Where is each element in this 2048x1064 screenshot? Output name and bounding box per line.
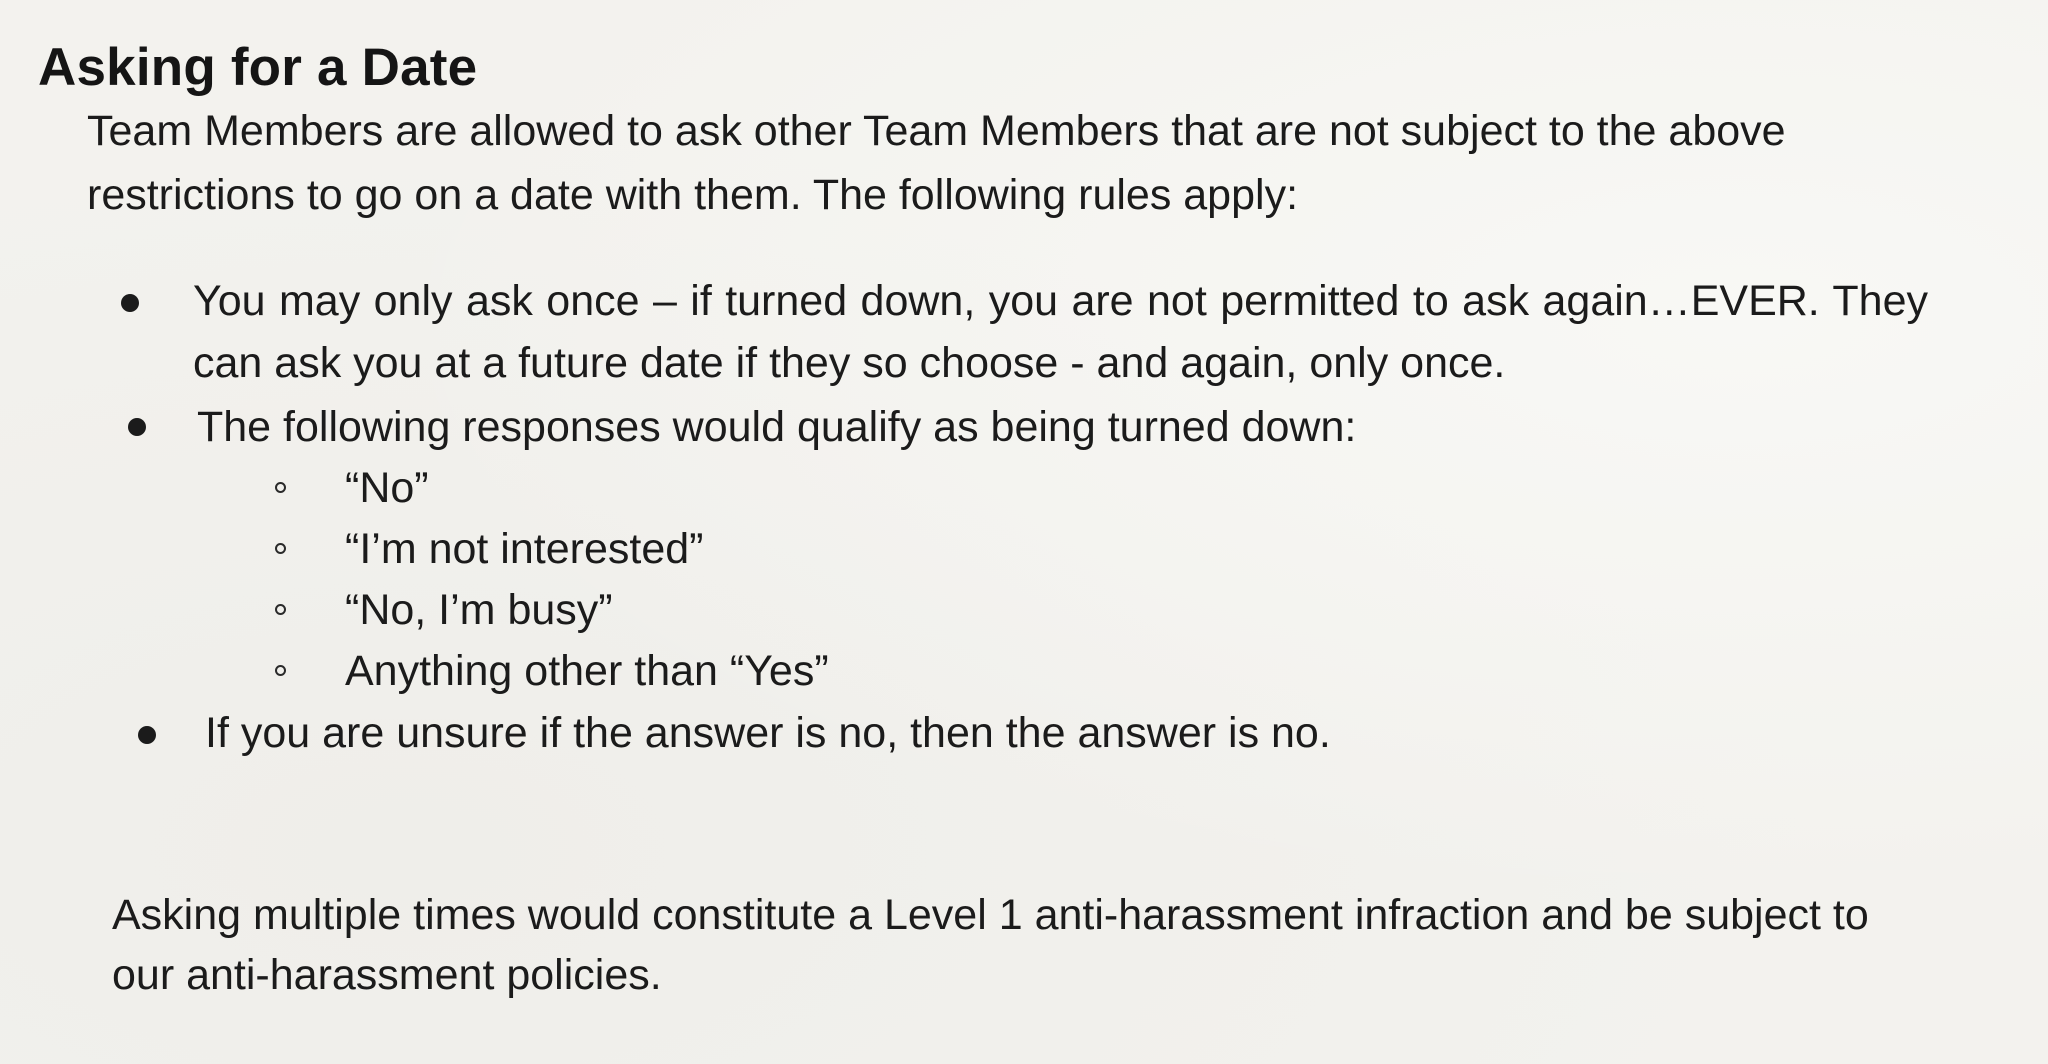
sub-rule-text: Anything other than “Yes” bbox=[345, 647, 829, 695]
sub-rule-item bbox=[0, 580, 2048, 641]
rule-item-turned-down-responses bbox=[0, 396, 2048, 702]
rule-text: The following responses would qualify as being turned down: bbox=[197, 403, 1357, 451]
rules-list bbox=[0, 270, 2048, 764]
closing-paragraph: Asking multiple times would constitute a Level 1 anti-harassment infraction and be subject to our anti-harassment policies. bbox=[112, 891, 1869, 999]
rule-text: You may only ask once – if turned down, you are not permitted to ask again…EVER. They can ask you at a future date if they so choose - and again, only once. bbox=[193, 277, 1928, 387]
rule-text: If you are unsure if the answer is no, then the answer is no. bbox=[205, 709, 1331, 757]
bullet-icon bbox=[121, 294, 139, 312]
sub-rule-text: “I’m not interested” bbox=[345, 525, 704, 573]
rule-item-ask-once bbox=[0, 270, 2048, 394]
intro-paragraph: Team Members are allowed to ask other Team Members that are not subject to the above restrictions to go on a date with them. The following rules apply: bbox=[87, 107, 1786, 219]
hollow-circle-bullet-icon bbox=[275, 543, 286, 554]
hollow-circle-bullet-icon bbox=[275, 482, 286, 493]
sub-rules-list bbox=[0, 458, 2048, 702]
rule-item-unsure-means-no bbox=[0, 702, 2048, 764]
sub-rule-item bbox=[0, 458, 2048, 519]
sub-rule-text: “No, I’m busy” bbox=[345, 586, 613, 634]
hollow-circle-bullet-icon bbox=[275, 665, 286, 676]
sub-rule-text: “No” bbox=[345, 464, 429, 512]
sub-rule-item bbox=[0, 519, 2048, 580]
bullet-icon bbox=[128, 418, 146, 436]
hollow-circle-bullet-icon bbox=[275, 604, 286, 615]
sub-rule-item bbox=[0, 641, 2048, 702]
section-heading: Asking for a Date bbox=[38, 38, 478, 97]
bullet-icon bbox=[138, 726, 156, 744]
